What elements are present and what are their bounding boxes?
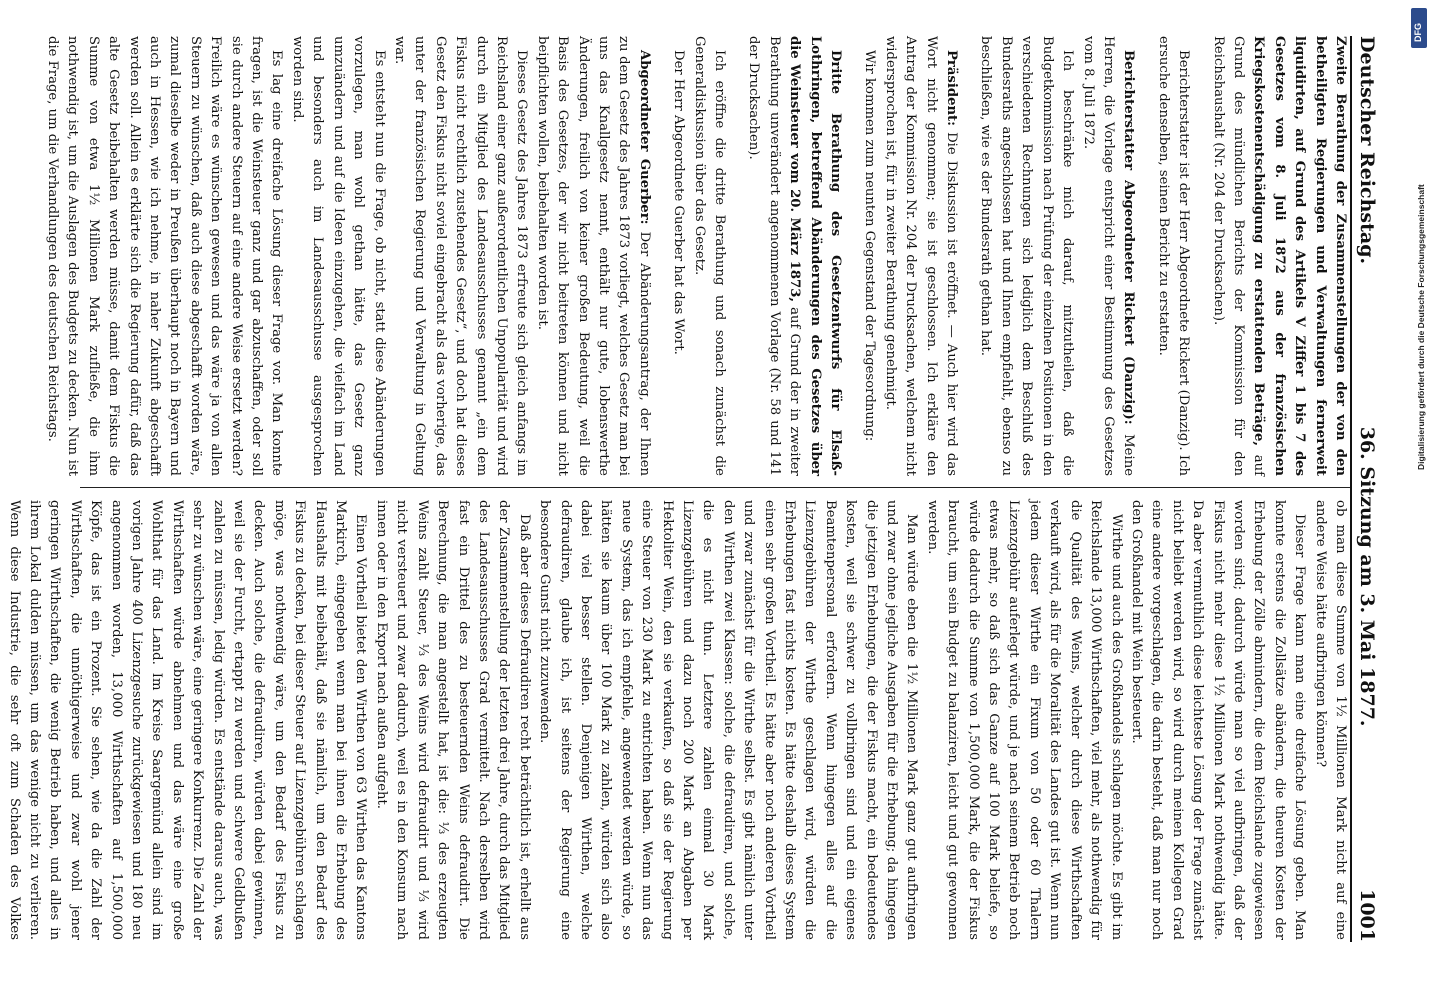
bold-lead: Präsident:: [944, 50, 960, 127]
paragraph-text: ob man diese Summe von 1½ Millionen Mark nicht auf eine andere Weise hätte aufbringen können?: [1312, 500, 1348, 940]
paragraph: [287, 36, 389, 476]
paragraph-text: Daß aber dieses Defraudiren recht beträchtlich ist, erhellt aus der Zusammenstellung der letzten drei Jahre, durch das Mitglied des Landesausschusses Grad vermittelt. Nach derselben wird fast ein Drittel des zu besteuernden Weins defraudirt. Die Berechnung, die man angestellt hat, ist die: ⅓ des erzeugten Weins zahlt Steuer, ⅓ des Weins wird defraudirt und ⅓ wird nicht versteuert und zwar dadurch, weil es in den Konsum nach innen oder in den Export nach außen aufgeht.: [373, 500, 532, 940]
header-left: Deutscher Reichstag.: [1356, 36, 1378, 265]
paragraph: [879, 36, 961, 476]
paragraph-text: auf Grund der in zweiter Berathung unverändert angenommenen Vorlage (Nr. 58 und 141 der Drucksachen).: [746, 36, 803, 476]
paragraph-text: Man würde eben die 1½ Millionen Mark ganz gut aufbringen und zwar ohne jegliche Ausgaben für die Erhebung; da hingegen die jetzigen Erhebungen, die der Fiskus macht, ein bedeutendes kosten, weil sie schwer zu vollbringen sind und ein eigenes Beamtenpersonal erfordern. Wenn hingegen alles auf die Lizenzgebühren der Wirthe geschlagen wird, würden die Erhebungen fast nichts kosten. Es hätte deshalb dieses System einen sehr großen Vortheil. Es hätte aber noch anderen Vortheil und zwar zunächst für die Wirthe selbst. Es gibt nämlich unter den Wirthen zwei Klassen: solche, die defraudiren, und solche, die es nicht thun. Letztere zahlen einmal 30 Mark Lizenzgebühren und dazu noch 200 Mark an Abgaben per Hektoliter Wein, den sie verkaufen, so daß sie der Regierung eine Steuer von 230 Mark zu entrichten haben. Wenn nun das neue System, das ich empfehle, angewendet werden würde, so hätten sie kaum über 100 Mark zu zahlen, würden sich also dabei viel besser stellen. Denjenigen Wirthen, welche defraudiren, glaube ich, ist seitens der Regierung eine besondere Gunst nicht zuzuwenden.: [537, 500, 920, 940]
paragraph-text: auf Grund des mündlichen Berichts der Kommission für den Reichshaushalt (Nr. 204 der Drucksachen).: [1210, 36, 1267, 476]
paragraph: [921, 500, 1125, 940]
paragraph: [743, 36, 845, 476]
paragraph-text: Der Herr Abgeordnete Guerber hat das Wort.: [671, 50, 687, 355]
column-divider: [80, 487, 1350, 488]
paragraph: [1207, 36, 1350, 476]
bold-lead: Berichterstatter Abgeordneter Rickert (Danzig):: [1121, 50, 1137, 425]
paragraph: [688, 36, 729, 476]
paragraph: [42, 36, 287, 476]
digitization-credit: [1408, 0, 1432, 1000]
right-column: [6, 500, 1350, 940]
bold-lead: Dritte Berathung des Gesetzentwurfs für Elsaß-Lothringen, betreffend Abänderungen des Gesetzes über die Weinsteuer vom 20. März 1873,: [787, 36, 844, 476]
paragraph: [668, 36, 688, 476]
dfg-logo-text: DFG: [1413, 23, 1423, 42]
paragraph-text: Es lag eine dreifache Lösung dieser Frage vor. Man konnte fragen, ist die Weinsteuer ganz und gar abzuschaffen, oder soll sie durch andere Steuern auf eine andere Weise ersetzt werden? Freilich wäre es wünschen gewesen und das wäre ja von allen Steuern zu wünschen, daß auch diese abgeschafft worden wäre, zumal dieselbe weder in Preußen überhaupt noch in Bayern und auch in Hessen, wie ich nehme, in naher Zukunft abgeschafft werden soll. Allein es erklärte sich die Regierung dafür, daß das alte Gesetz beibehalten werden müsse, damit dem Fiskus die Summe von etwa 1½ Millionen Mark zufließe, die ihm nothwendig ist, um die Auslagen des Budgets zu decken. Nun ist die Frage, um die Verhandlungen des deutschen Reichstags.: [45, 36, 285, 476]
credit-text: Digitalisierung gefördert durch die Deutsche Forschungsgemeinschaft: [1416, 184, 1426, 470]
paragraph-text: Wir kommen zum neunten Gegenstand der Tagesordnung:: [862, 50, 878, 442]
paragraph-text: Der Abänderungsantrag, der Ihnen zu dem Gesetz des Jahres 1873 vorliegt, welches Gesetz man bei uns das Knallgesetz nennt, enthält nur gute, lobenswerthe Änderungen, freilich von keiner großen Bedeutung, weil die Basis des Gesetzes, der wir nicht beitreten können und nicht beipflichten wollen, beibehalten worden ist.: [534, 36, 652, 476]
paragraph-text: Berichterstatter ist der Herr Abgeordnete Rickert (Danzig). Ich ersuche denselben, seinen Bericht zu erstatten.: [1155, 36, 1192, 476]
paragraph-text: Dieser Frage kann man eine dreifache Lösung geben. Man konnte erstens die Zollsätze abändern, die theuren Kosten der Erhebung der Zölle abmindern, die dem Reichslande zugewiesen worden sind; dadurch würde man so viel aufbringen, daß der Fiskus nicht mehr diese 1½ Millionen Mark nothwendig hätte. Da aber vermuthlich diese leichteste Lösung der Frage zunächst nicht beliebt werden wird, so wird durch meinen Kollegen Grad eine andere vorgeschlagen, die darin besteht, daß man nur noch den Großhandel mit Wein besteuert.: [1128, 500, 1308, 940]
paragraph-text: Dieses Gesetz des Jahres 1873 erfreute sich gleich anfangs im Reichsland einer ganz außerordentlichen Unpopularität und wird durch ein Mitglied des Landesausschusses genannt „ein dem Fiskus nicht rechtlich zustehendes Gesetz“, und doch hat dieses Gesetz den Fiskus nicht soviel eingebracht als das vorherige, das unter der französischen Regierung und Verwaltung in Geltung war.: [391, 36, 530, 476]
rotated-page: [6, 22, 1400, 952]
paragraph: [1126, 500, 1310, 940]
paragraph-text: Es entsteht nun die Frage, ob nicht, statt diese Abänderungen vorzulegen, man wohl gethan hätte, das Gesetz ganz umzuändern und auf die Ideen einzugehen, die vielfach im Land und besonders auch im Landesausschusse ausgesprochen worden sind.: [289, 36, 387, 476]
paragraph: [0, 500, 371, 940]
paragraph-text: Meine Herren, die Vorlage entspricht einer Bestimmung des Gesetzes vom 8. Juli 1872.: [1080, 36, 1137, 476]
paragraph: [975, 36, 1077, 476]
paragraph: [389, 36, 532, 476]
page-number: 1001: [1356, 889, 1378, 942]
bold-lead: Abgeordneter Guerber:: [636, 50, 652, 225]
bold-lead: Zweite Berathung der Zusammenstellungen der von den betheiligten Regierungen und Verwaltungen fernerweit liquidirten, auf Grund des Artikels V Ziffer 1 bis 7 des Gesetzes vom 8. Juli 1872 aus der französischen Kriegskostenentschädigung zu erstattenden Beträge,: [1251, 36, 1348, 476]
paragraph-text: Wirthe und auch des Großhandels schlagen möchte. Es gibt im Reichslande 13,000 Wirthschaften, viel mehr, als nothwendig für die Qualität des Weins, welcher durch diese Wirthschaften verkauft wird, als für die Moralität des Landes gut ist. Wenn nun jedem dieser Wirthe ein Fixum von 50 oder 60 Thalern Lizenzgebühr auferlegt würde, und je nach seinem Betrieb noch etwas mehr, so daß sich das Ganze auf 100 Mark beliefe, so würde dadurch die Summe von 1,500,000 Mark, die der Fiskus braucht, um sein Budget zu balanziren, leicht und gut gewonnen werden.: [924, 500, 1124, 940]
paragraph: [371, 500, 534, 940]
page-header: [1350, 36, 1394, 942]
header-session: 36. Sitzung am 3. Mai 1877.: [1356, 426, 1378, 727]
paragraph: [531, 36, 653, 476]
paragraph: [1152, 36, 1193, 476]
paragraph: [1309, 500, 1350, 940]
paragraph-text: Die Diskussion ist eröffnet. — Auch hier wird das Wort nicht genommen; sie ist geschlossen. Ich erkläre den Antrag der Kommission Nr. 204 der Drucksachen, welchem nicht widersprochen ist, für in zweiter Berathung genehmigt.: [882, 36, 960, 476]
dfg-logo: [1411, 8, 1427, 48]
paragraph-text: Ich beschränke mich darauf, mitzutheilen, daß die Budgetkommission nach Prüfung der einzelnen Positionen in den verschiedenen Rechnungen sich lediglich dem Beschluß des Bundesraths angeschlossen hat und Ihnen empfiehlt, ebenso zu beschließen, wie es der Bundesrath gethan hat.: [978, 36, 1076, 476]
paragraph: [1077, 36, 1138, 476]
paragraph-text: Einen Vortheil bietet den Wirthen von 63 Wirthen das Kantons Markirch, eingegeben wenn man bei ihnen die Erhebung des Haushalts mit beibehält, daß sie nämlich, um den Bedarf des Fiskus zu decken, bei dieser Steuer auf Lizenzgebühren schlagen möge, was nothwendig wäre, um den Bedarf des Fiskus zu decken. Auch solche, die defraudiren, würden dabei gewinnen, weil sie der Furcht, ertappt zu werden und schwere Geldbußen zahlen zu müssen, ledig würden. Es entstände daraus auch, was sehr zu wünschen wäre, eine geringere Konkurrenz. Die Zahl der Wirthschaften würde abnehmen und das wäre eine große Wohlthat für das Land. Im Kreise Saargemünd allein sind im vorigen Jahre 400 Lizenzgesuche zurückgewiesen und 180 neu angenommen worden, 13,000 Wirthschaften auf 1,500,000 Köpfe, das ist ein Prozent. Sie sehen, wie da die Zahl der Wirthschaften, die unnöthigerweise und zwar wohl jener geringen Wirthschaften, die wenig Betrieb haben, und alles in ihrem Lokal dulden müssen, um das wenige nicht zu verlieren. Wenn diese Industrie, die sehr oft zum Schaden des Volkes: [6, 500, 369, 940]
paragraph-text: Ich eröffne die dritte Berathung und sonach zunächst die Generaldiskussion über das Gesetz.: [691, 36, 728, 476]
left-column: [45, 36, 1350, 476]
paragraph: [534, 500, 922, 940]
paragraph: [859, 36, 879, 476]
